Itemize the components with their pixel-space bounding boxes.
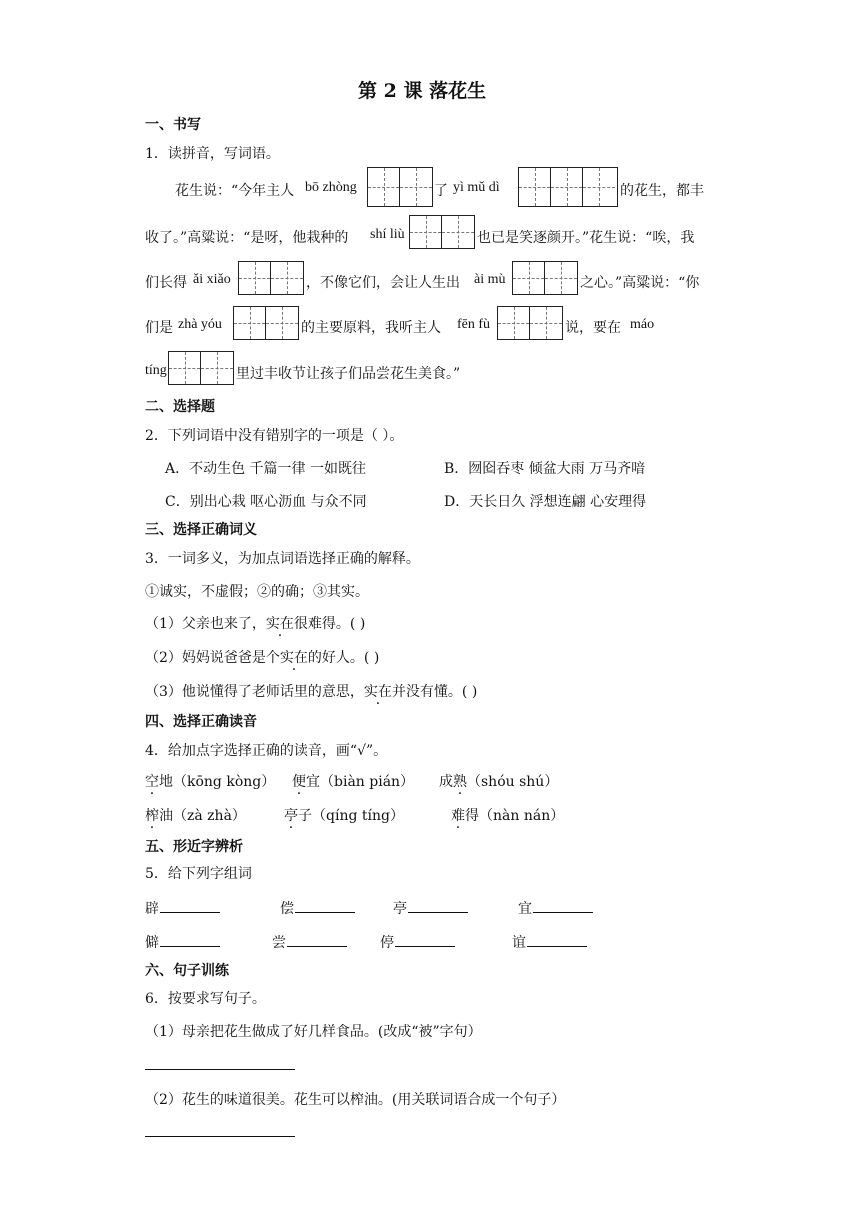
writing-box-fenfu[interactable]	[497, 306, 563, 340]
word-blank-item[interactable]: 停	[380, 932, 455, 952]
section-heading-choice: 二、选择题	[145, 399, 215, 415]
q1-text: 们是	[145, 320, 173, 336]
section-heading-sentences: 六、句子训练	[145, 963, 229, 979]
question-5-stem: 5．给下列字组词	[145, 866, 252, 882]
pronunciation-item[interactable]: 难得（nàn nán）	[451, 808, 565, 824]
pinyin-yimudi: yì mǔ dì	[453, 180, 500, 195]
pinyin-aixiao: ǎi xiǎo	[193, 272, 231, 287]
page-title: 第 2 课 落花生	[358, 80, 487, 102]
writing-box-aimu[interactable]	[512, 261, 578, 295]
writing-box-bozhong[interactable]	[367, 167, 433, 207]
question-6-stem: 6．按要求写句子。	[145, 991, 266, 1007]
pinyin-fenfu: fēn fù	[457, 317, 491, 332]
pronunciation-item[interactable]: 榨油（zà zhà）	[145, 808, 246, 824]
section-heading-meaning: 三、选择正确词义	[145, 522, 257, 538]
q1-text: 花生说：“今年主人	[175, 183, 295, 199]
writing-box-yimudi[interactable]	[518, 167, 618, 207]
q1-text: ，不像它们，会让人生出	[306, 275, 460, 291]
word-blank-item[interactable]: 尝	[272, 932, 347, 952]
pronunciation-item[interactable]: 成熟（shóu shú）	[439, 774, 559, 790]
pinyin-aimu: ài mù	[474, 272, 506, 287]
q1-text: 里过丰收节让孩子们品尝花生美食。”	[236, 366, 461, 382]
writing-box-maoting[interactable]	[168, 351, 234, 385]
question-4-stem: 4．给加点字选择正确的读音，画“√”。	[145, 743, 388, 759]
pinyin-shiliu: shí liù	[370, 227, 405, 242]
q6-task-2: （2）花生的味道很美。花生可以榨油。(用关联词语合成一个句子）	[145, 1092, 566, 1108]
answer-line-1[interactable]	[145, 1069, 295, 1070]
question-3-stem: 3．一词多义，为加点词语选择正确的解释。	[145, 551, 420, 567]
q1-text: 的主要原料，我听主人	[301, 320, 441, 336]
pinyin-mao: máo	[630, 317, 655, 332]
question-2-stem: 2．下列词语中没有错别字的一项是（ ）。	[145, 428, 404, 444]
writing-box-zhayou[interactable]	[233, 306, 299, 340]
word-blank-item[interactable]: 僻	[145, 932, 220, 952]
meanings-list: ①诚实，不虚假；②的确；③其实。	[145, 584, 369, 600]
q1-text: 说，要在	[565, 320, 621, 336]
q1-text: 们长得	[145, 275, 187, 291]
answer-line-2[interactable]	[145, 1136, 295, 1137]
q1-text: 了	[434, 183, 448, 199]
pronunciation-item[interactable]: 便宜（biàn pián）	[292, 774, 415, 790]
option-b[interactable]: B．囫囵吞枣 倾盆大雨 万马齐喑	[444, 461, 646, 477]
pinyin-ting: tíng	[145, 363, 167, 378]
option-a[interactable]: A．不动生色 千篇一律 一如既往	[165, 461, 367, 477]
option-c[interactable]: C．别出心栽 呕心沥血 与众不同	[165, 494, 367, 510]
q6-task-1: （1）母亲把花生做成了好几样食品。(改成“被”字句）	[145, 1024, 482, 1040]
section-heading-similar-chars: 五、形近字辨析	[145, 839, 243, 855]
q3-sentence-3: （3）他说懂得了老师话里的意思，实在并没有懂。( )	[145, 684, 478, 700]
word-blank-item[interactable]: 亭	[393, 898, 468, 918]
word-blank-item[interactable]: 宜	[518, 898, 593, 918]
writing-box-shiliu[interactable]	[409, 215, 475, 249]
q1-text: 的花生，都丰	[620, 183, 704, 199]
option-d[interactable]: D．天长日久 浮想连翩 心安理得	[444, 494, 647, 510]
word-blank-item[interactable]: 辟	[145, 898, 220, 918]
section-heading-pronunciation: 四、选择正确读音	[145, 714, 257, 730]
q1-text: 之心。”高粱说：“你	[580, 275, 700, 291]
writing-box-aixiao[interactable]	[238, 261, 304, 295]
question-1-stem: 1．读拼音，写词语。	[145, 146, 280, 162]
section-heading-writing: 一、书写	[145, 117, 201, 133]
q1-text: 收了。”高粱说：“是呀，他栽种的	[145, 230, 349, 246]
q1-text: 也已是笑逐颜开。”花生说：“唉，我	[477, 230, 695, 246]
pronunciation-item[interactable]: 亭子（qíng tíng）	[284, 808, 404, 824]
pronunciation-item[interactable]: 空地（kōng kòng）	[145, 774, 276, 790]
word-blank-item[interactable]: 偿	[280, 898, 355, 918]
q3-sentence-2: （2）妈妈说爸爸是个实在的好人。( )	[145, 650, 380, 666]
q3-sentence-1: （1）父亲也来了，实在很难得。( )	[145, 616, 366, 632]
pinyin-zhayou: zhà yóu	[178, 317, 222, 332]
word-blank-item[interactable]: 谊	[512, 932, 587, 952]
pinyin-bozhong: bō zhòng	[305, 180, 357, 195]
